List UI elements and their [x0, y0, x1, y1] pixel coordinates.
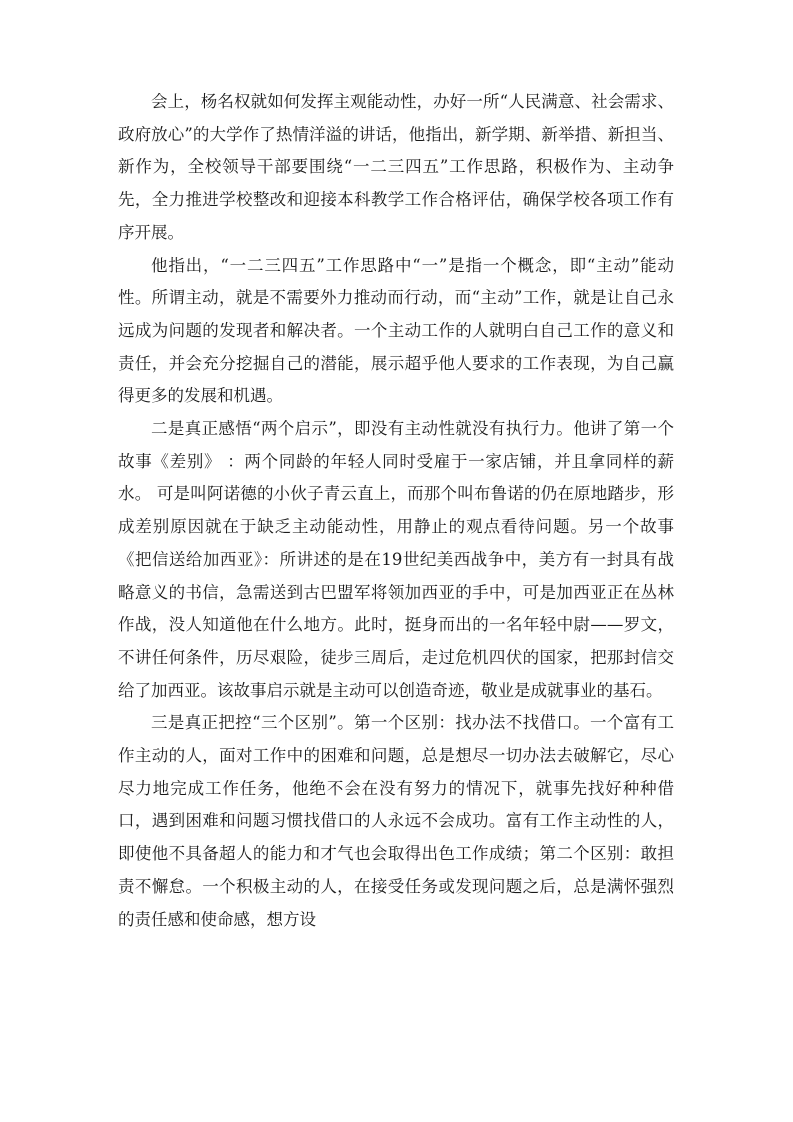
- paragraph-1: 会上，杨名权就如何发挥主观能动性，办好一所“人民满意、社会需求、政府放心”的大学作了热情洋溢的讲话，他指出，新学期、新举措、新担当、新作为，全校领导干部要围绕“一二三四五”工作思路，积极作为、主动争先，全力推进学校整改和迎接本科教学工作合格评估，确保学校各项工作有序开展。: [118, 92, 674, 242]
- paragraph-4: 三是真正把控“三个区别”。第一个区别：找办法不找借口。一个富有工作主动的人，面对工作中的困难和问题，总是想尽一切办法去破解它，尽心尽力地完成工作任务，他绝不会在没有努力的情况下，就事先找好种种借口，遇到困难和问题习惯找借口的人永远不会成功。富有工作主动性的人，即使他不具备超人的能力和才气也会取得出色工作成绩；第二个区别：敢担责不懈怠。一个积极主动的人，在接受任务或发现问题之后，总是满怀强烈的责任感和使命感，想方设: [118, 713, 674, 929]
- paragraph-2: 他指出，“一二三四五”工作思路中“一”是指一个概念，即“主动”能动性。所谓主动，就是不需要外力推动而行动，而“主动”工作，就是让自己永远成为问题的发现者和解决者。一个主动工作的人就明白自己工作的意义和责任，并会充分挖掘自己的潜能，展示超乎他人要求的工作表现，为自己赢得更多的发展和机遇。: [118, 255, 674, 406]
- paragraph-3: 二是真正感悟“两个启示”，即没有主动性就没有执行力。他讲了第一个故事《差别》 ：两个同龄的年轻人同时受雇于一家店铺，并且拿同样的薪水。 可是叫阿诺德的小伙子青云直上，而那个叫布鲁诺的仍在原地踏步，形成差别原因就在于缺乏主动能动性，用静止的观点看待问题。另一个故事《把信送给加西亚》：所讲述的是在19世纪美西战争中，美方有一封具有战略意义的书信，急需送到古巴盟军将领加西亚的手中，可是加西亚正在丛林作战，没人知道他在什么地方。此时，挺身而出的一名年轻中尉——罗文，不讲任何条件，历尽艰险，徒步三周后，走过危机四伏的国家，把那封信交给了加西亚。该故事启示就是主动可以创造奇迹，敬业是成就事业的基石。: [118, 419, 674, 700]
- document-body: [118, 86, 674, 936]
